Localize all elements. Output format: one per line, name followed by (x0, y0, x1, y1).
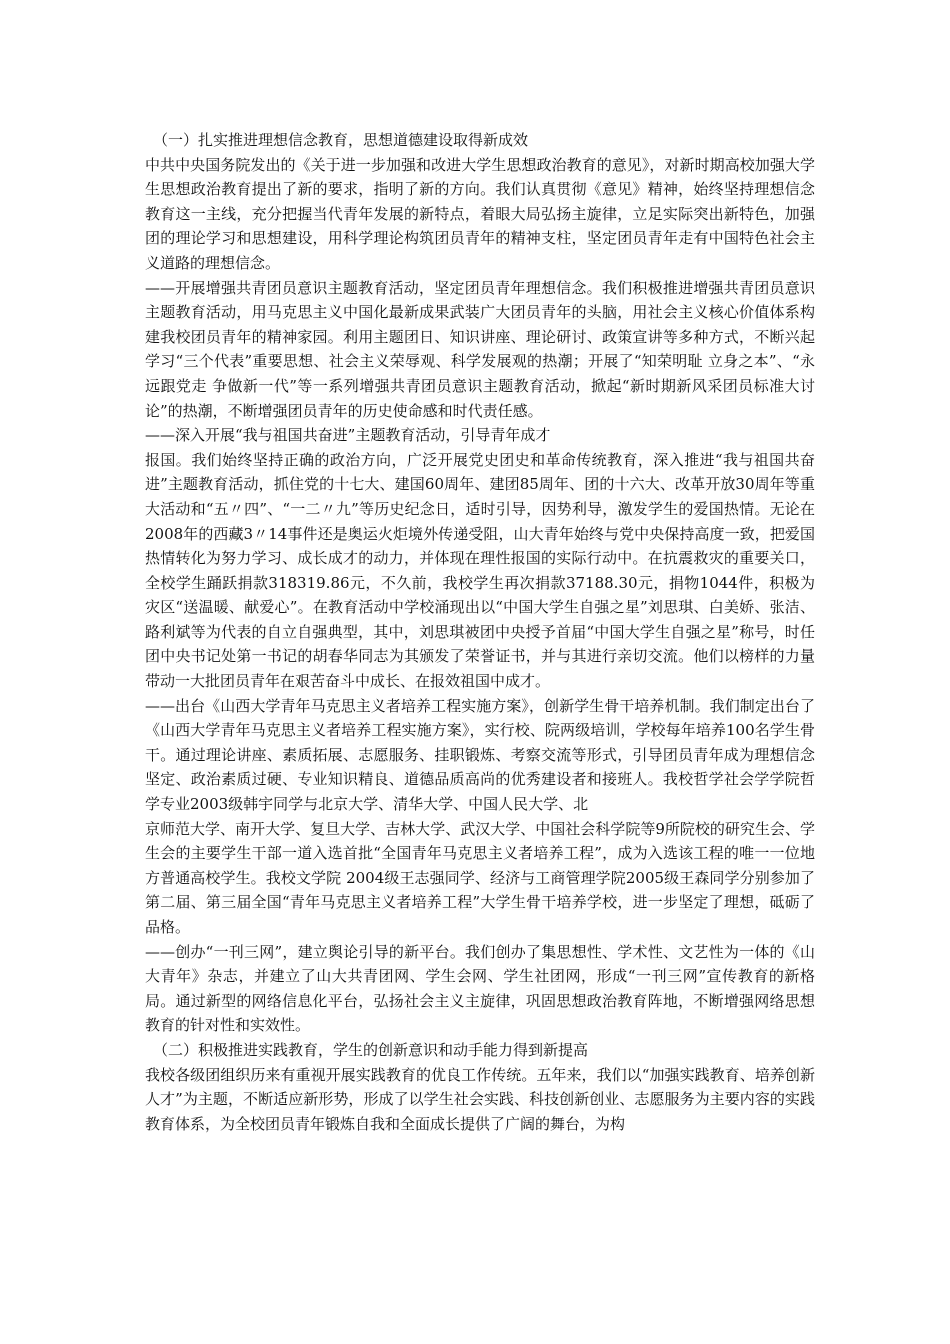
paragraph: ——创办“一刊三网”，建立舆论引导的新平台。我们创办了集思想性、学术性、文艺性为一体的《山大青年》杂志，并建立了山大共青团网、学生会网、学生社团网，形成“一刊三网”宣传教育的新格局。通过新型的网络信息化平台，弘扬社会主义主旋律，巩固思想政治教育阵地，不断增强网络思想教育的针对性和实效性。 (145, 942, 815, 1035)
paragraph: 报国。我们始终坚持正确的政治方向，广泛开展党史团史和革命传统教育，深入推进“我与祖国共奋进”主题教育活动，抓住党的十七大、建国60周年、建团85周年、团的十六大、改革开放30周年等重大活动和“五〃四”、“一二〃九”等历史纪念日，适时引导，因势利导，激发学生的爱国热情。无论在2008年的西藏3〃14事件还是奥运火炬境外传递受阻，山大青年始终与党中央保持高度一致，把爱国热情转化为努力学习、成长成才的动力，并体现在理性报国的实际行动中。在抗震救灾的重要关口，全校学生踊跃捐款318319.86元，不久前，我校学生再次捐款37188.30元，捐物1044件，积极为灾区“送温暖、献爱心”。在教育活动中学校涌现出以“中国大学生自强之星”刘思琪、白美娇、张洁、路利斌等为代表的自立自强典型，其中，刘思琪被团中央授予首届“中国大学生自强之星”称号，时任团中央书记处第一书记的胡春华同志为其颁发了荣誉证书，并与其进行亲切交流。他们以榜样的力量带动一大批团员青年在艰苦奋斗中成长、在报效祖国中成才。 (145, 450, 815, 691)
paragraph: ——开展增强共青团员意识主题教育活动，坚定团员青年理想信念。我们积极推进增强共青团员意识主题教育活动，用马克思主义中国化最新成果武装广大团员青年的头脑，用社会主义核心价值体系构建我校团员青年的精神家园。利用主题团日、知识讲座、理论研讨、政策宣讲等多种方式，不断兴起学习“三个代表”重要思想、社会主义荣辱观、科学发展观的热潮；开展了“知荣明耻 立身之本”、“永远跟党走 争做新一代”等一系列增强共青团员意识主题教育活动，掀起“新时期新风采团员标准大讨论”的热潮，不断增强团员青年的历史使命感和时代责任感。 (145, 278, 815, 420)
document-body (145, 128, 815, 1136)
paragraph: ——出台《山西大学青年马克思主义者培养工程实施方案》，创新学生骨干培养机制。我们制定出台了《山西大学青年马克思主义者培养工程实施方案》，实行校、院两级培训，学校每年培养100名学生骨干。通过理论讲座、素质拓展、志愿服务、挂职锻炼、考察交流等形式，引导团员青年成为理想信念坚定、政治素质过硬、专业知识精良、道德品质高尚的优秀建设者和接班人。我校哲学社会学学院哲学专业2003级韩宇同学与北京大学、清华大学、中国人民大学、北 (145, 696, 815, 814)
paragraph: 中共中央国务院发出的《关于进一步加强和改进大学生思想政治教育的意见》，对新时期高校加强大学生思想政治教育提出了新的要求，指明了新的方向。我们认真贯彻《意见》精神，始终坚持理想信念教育这一主线，充分把握当代青年发展的新特点，着眼大局弘扬主旋律，立足实际突出新特色，加强团的理论学习和思想建设，用科学理论构筑团员青年的精神支柱，坚定团员青年走有中国特色社会主义道路的理想信念。 (145, 155, 815, 272)
paragraph: 我校各级团组织历来有重视开展实践教育的优良工作传统。五年来，我们以“加强实践教育、培养创新人才”为主题，不断适应新形势，形成了以学生社会实践、科技创新创业、志愿服务为主要内容的实践教育体系，为全校团员青年锻炼自我和全面成长提供了广阔的舞台，为构 (145, 1065, 815, 1133)
section-heading-2: （二）积极推进实践教育，学生的创新意识和动手能力得到新提高 (153, 1040, 589, 1059)
paragraph: 京师范大学、南开大学、复旦大学、吉林大学、武汉大学、中国社会科学院等9所院校的研究生会、学生会的主要学生干部一道入选首批“全国青年马克思主义者培养工程”，成为入选该工程的唯一一位地方普通高校学生。我校文学院 2004级王志强同学、经济与工商管理学院2005级王森同学分别参加了第二届、第三届全国“青年马克思主义者培养工程”大学生骨干培养学校，进一步坚定了理想，砥砺了品格。 (145, 819, 815, 936)
paragraph: ——深入开展“我与祖国共奋进”主题教育活动，引导青年成才 (145, 426, 551, 445)
section-heading-1: （一）扎实推进理想信念教育，思想道德建设取得新成效 (153, 131, 529, 149)
